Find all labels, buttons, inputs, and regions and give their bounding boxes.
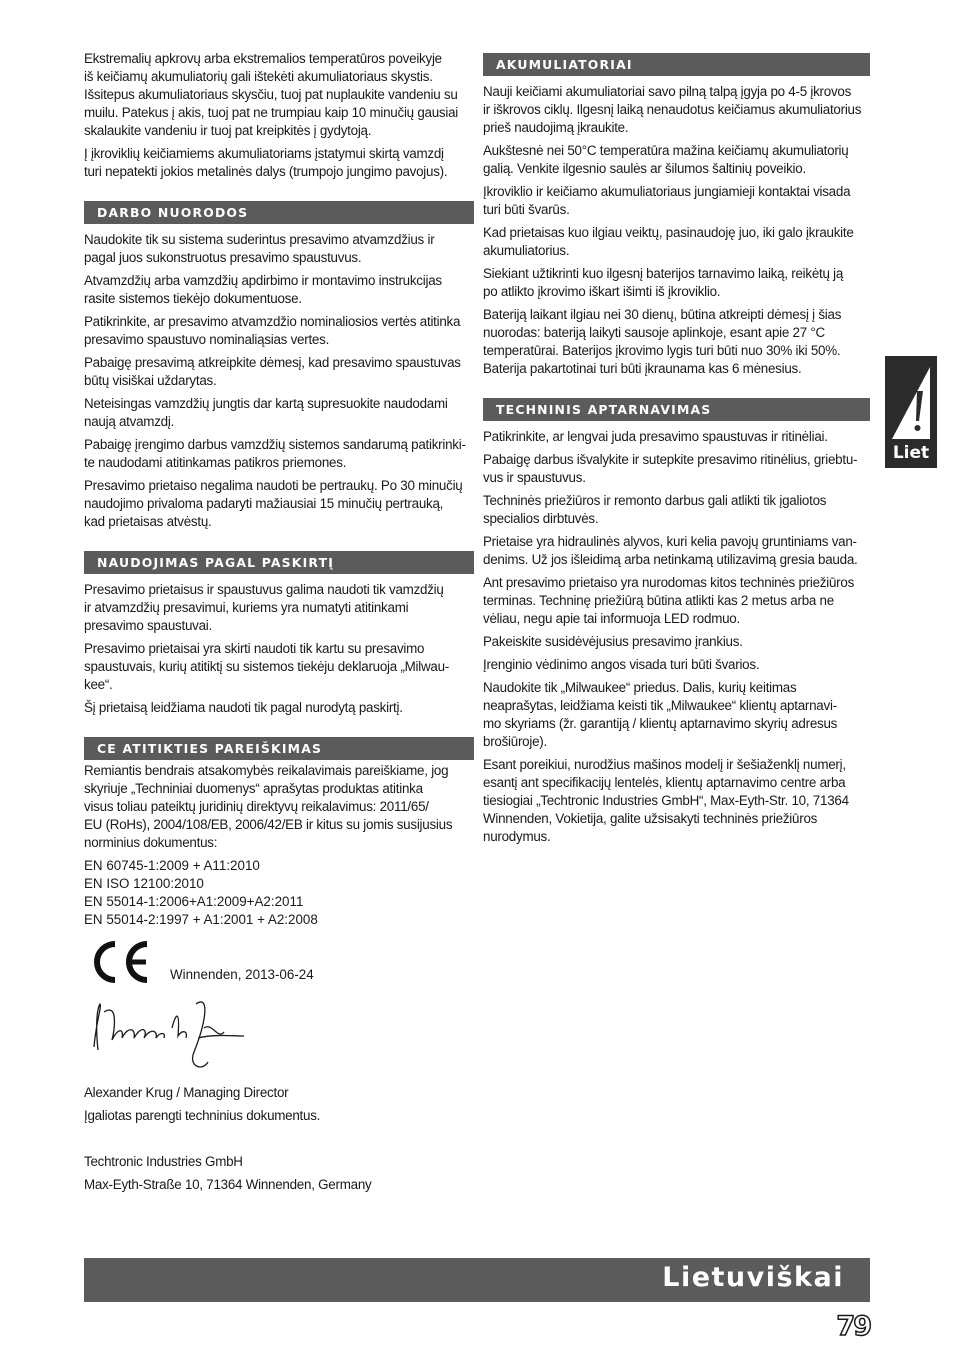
- paragraph: Patikrinkite, ar lengvai juda presavimo spaustuvas ir ritinėliai.: [483, 429, 828, 444]
- paragraph: Techninės priežiūros ir remonto darbus gali atlikti tik įgaliotos specialios dirbtuvės.: [483, 493, 827, 526]
- standard-item: EN ISO 12100:2010: [84, 876, 204, 891]
- paragraph: Šį prietaisą leidžiama naudoti tik pagal nurodytą paskirtį.: [84, 700, 403, 715]
- ce-mark-icon: [88, 940, 150, 984]
- paragraph: Bateriją laikant ilgiau nei 30 dienų, būtina atkreipti dėmesį į šias nuorodas: bateriją laikyti sausoje aplinkoje, esant apie 27 °C temperatūrai. Baterijos įkrovimo lygis turi būti nuo 30% iki 50%. Baterija pakartotinai turi būti įkraunama kas 6 mėnesius.: [483, 307, 842, 376]
- paragraph: Presavimo prietaiso negalima naudoti be pertraukų. Po 30 minučių naudojimo privaloma padaryti mažiausiai 15 minučių pertrauką, kad prietaisas atvėstų.: [84, 478, 463, 529]
- footer-bar: [84, 1258, 870, 1302]
- paragraph: Patikrinkite, ar presavimo atvamzdžio nominaliosios vertės atitinka presavimo spaustuvo nominaliąsias vertes.: [84, 314, 461, 347]
- paragraph: Naudokite tik „Milwaukee“ priedus. Dalis, kurių keitimas neaprašytas, leidžiama keisti tik „Milwaukee“ klientų aptarnavi- mo skyriams (žr. garantiją / klientų aptarnavimo skyrių adresus brošiūroje).: [483, 680, 838, 749]
- paragraph: Atvamzdžių arba vamzdžių apdirbimo ir montavimo instrukcijas rasite sistemos tiekėjo dokumentuose.: [84, 273, 442, 306]
- paragraph: Esant poreikiui, nurodžius mašinos modelį ir šešiaženklį numerį, esantį ant specifikacijų lentelės, klientų aptarnavimo centre arba tiesiogiai „Techtronic Industries GmbH“, Max-Eyth-Str. 10, 71364 Winnenden, Vokietija, galite užsisakyti techninės priežiūros nurodymus.: [483, 757, 849, 844]
- paragraph: Kad prietaisas kuo ilgiau veiktų, pasinaudoję juo, iki galo įkraukite akumuliatorius.: [483, 225, 854, 258]
- paragraph: Aukštesnė nei 50°C temperatūra mažina keičiamų akumuliatorių galią. Venkite ilgesnio saulės ar šilumos šaltinių poveikio.: [483, 143, 849, 176]
- paragraph: Įrenginio vėdinimo angos visada turi būti švarios.: [483, 657, 760, 672]
- paragraph: Pakeiskite susidėvėjusius presavimo įrankius.: [483, 634, 743, 649]
- section-header-techninis: TECHNINIS APTARNAVIMAS: [483, 398, 870, 421]
- authorized-text: Įgaliotas parengti techninius dokumentus.: [84, 1108, 321, 1123]
- section-header-ce: CE ATITIKTIES PAREIŠKIMAS: [84, 737, 474, 760]
- paragraph: Pabaigę darbus išvalykite ir sutepkite presavimo ritinėlius, griebtu- vus ir spaustuvus.: [483, 452, 858, 485]
- signatory: Alexander Krug / Managing Director: [84, 1085, 289, 1100]
- standards-list: [84, 857, 474, 929]
- language-side-tab: [885, 356, 937, 468]
- paragraph: Ekstremalių apkrovų arba ekstremalios temperatūros poveikyje iš keičiamų akumuliatorių gali ištekėti akumuliatoriaus skystis. Išsitepus akumuliatoriaus skysčiu, tuoj pat nuplaukite vandeniu su muilu. Patekus į akis, tuoj pat ne trumpiau kaip 10 minučių gausiai skalaukite vandeniu ir tuoj pat kreipkitės į gydytoją.: [84, 51, 459, 138]
- side-tab-label: Liet: [892, 443, 930, 463]
- place-date: Winnenden, 2013-06-24: [170, 967, 314, 982]
- paragraph: Nauji keičiami akumuliatoriai savo pilną talpą įgyja po 4-5 įkrovos ir iškrovos ciklų. Ilgesnį laiką nenaudotus keičiamus akumuliatorius prieš naudojimą įkraukite.: [483, 84, 862, 135]
- paragraph: Neteisingas vamzdžių jungtis dar kartą supresuokite naudodami naują atvamzdį.: [84, 396, 448, 429]
- paragraph: Prietaise yra hidraulinės alyvos, kuri kelia pavojų gruntiniams van- denims. Už jos išleidimą arba netinkamą utilizavimą gresia bauda.: [483, 534, 858, 567]
- warning-triangle-icon: [890, 363, 932, 441]
- footer-language-title: Lietuviškai: [662, 1262, 844, 1293]
- signature-icon: [84, 992, 254, 1080]
- right-column: [483, 53, 870, 851]
- paragraph: Įkroviklio ir keičiamo akumuliatoriaus jungiamieji kontaktai visada turi būti švarūs.: [483, 184, 851, 217]
- ce-mark-row: [84, 934, 474, 992]
- paragraph: Pabaigę presavimą atkreipkite dėmesį, kad presavimo spaustuvas būtų visiškai uždarytas.: [84, 355, 461, 388]
- section-header-naudojimas: NAUDOJIMAS PAGAL PASKIRTĮ: [84, 551, 474, 574]
- standard-item: EN 55014-1:2006+A1:2009+A2:2011: [84, 894, 304, 909]
- left-column: [84, 50, 474, 1199]
- paragraph: Pabaigę įrengimo darbus vamzdžių sistemos sandarumą patikrinki- te naudodami atitinkamas patikros priemones.: [84, 437, 466, 470]
- ce-declaration-text: Remiantis bendrais atsakomybės reikalavimais pareiškiame, jog skyriuje „Techniniai duomenys“ aprašytas produktas atitinka visus toliau pateiktų juridinių direktyvų reikalavimus: 2011/65/ EU (RoHs), 2004/108/EB, 2006/42/EB ir kitus su jomis susijusius norminius dokumentus:: [84, 763, 453, 850]
- signature: [84, 992, 474, 1084]
- section-header-darbo: DARBO NUORODOS: [84, 201, 474, 224]
- company-address: Max-Eyth-Straße 10, 71364 Winnenden, Germany: [84, 1177, 372, 1192]
- paragraph: Naudokite tik su sistema suderintus presavimo atvamzdžius ir pagal juos sukonstruotus presavimo spaustuvus.: [84, 232, 435, 265]
- section-header-akumuliatoriai: AKUMULIATORIAI: [483, 53, 870, 76]
- company-name: Techtronic Industries GmbH: [84, 1154, 243, 1169]
- standard-item: EN 55014-2:1997 + A1:2001 + A2:2008: [84, 912, 318, 927]
- paragraph: Į įkroviklių keičiamiems akumuliatoriams įstatymui skirtą vamzdį turi nepatekti jokios metalinės dalys (trumpojo jungimo pavojus).: [84, 146, 448, 179]
- page-number: 79: [836, 1311, 870, 1342]
- paragraph: Siekiant užtikrinti kuo ilgesnį baterijos tarnavimo laiką, reikėtų ją po atlikto įkrovimo iškart išimti iš įkroviklio.: [483, 266, 844, 299]
- paragraph: Presavimo prietaisai yra skirti naudoti tik kartu su presavimo spaustuvais, kurių atitiktį su sistemos tiekėju deklaruoja „Milwau- kee“.: [84, 641, 450, 692]
- paragraph: Ant presavimo prietaiso yra nurodomas kitos techninės priežiūros terminas. Techninę priežiūrą būtina atlikti kas 2 metus arba ne vėliau, negu apie tai informuoja LED rodmuo.: [483, 575, 855, 626]
- standard-item: EN 60745-1:2009 + A11:2010: [84, 858, 260, 873]
- paragraph: Presavimo prietaisus ir spaustuvus galima naudoti tik vamzdžių ir atvamzdžių presavimui, kuriems yra numatyti atitinkami presavimo spaustuvai.: [84, 582, 444, 633]
